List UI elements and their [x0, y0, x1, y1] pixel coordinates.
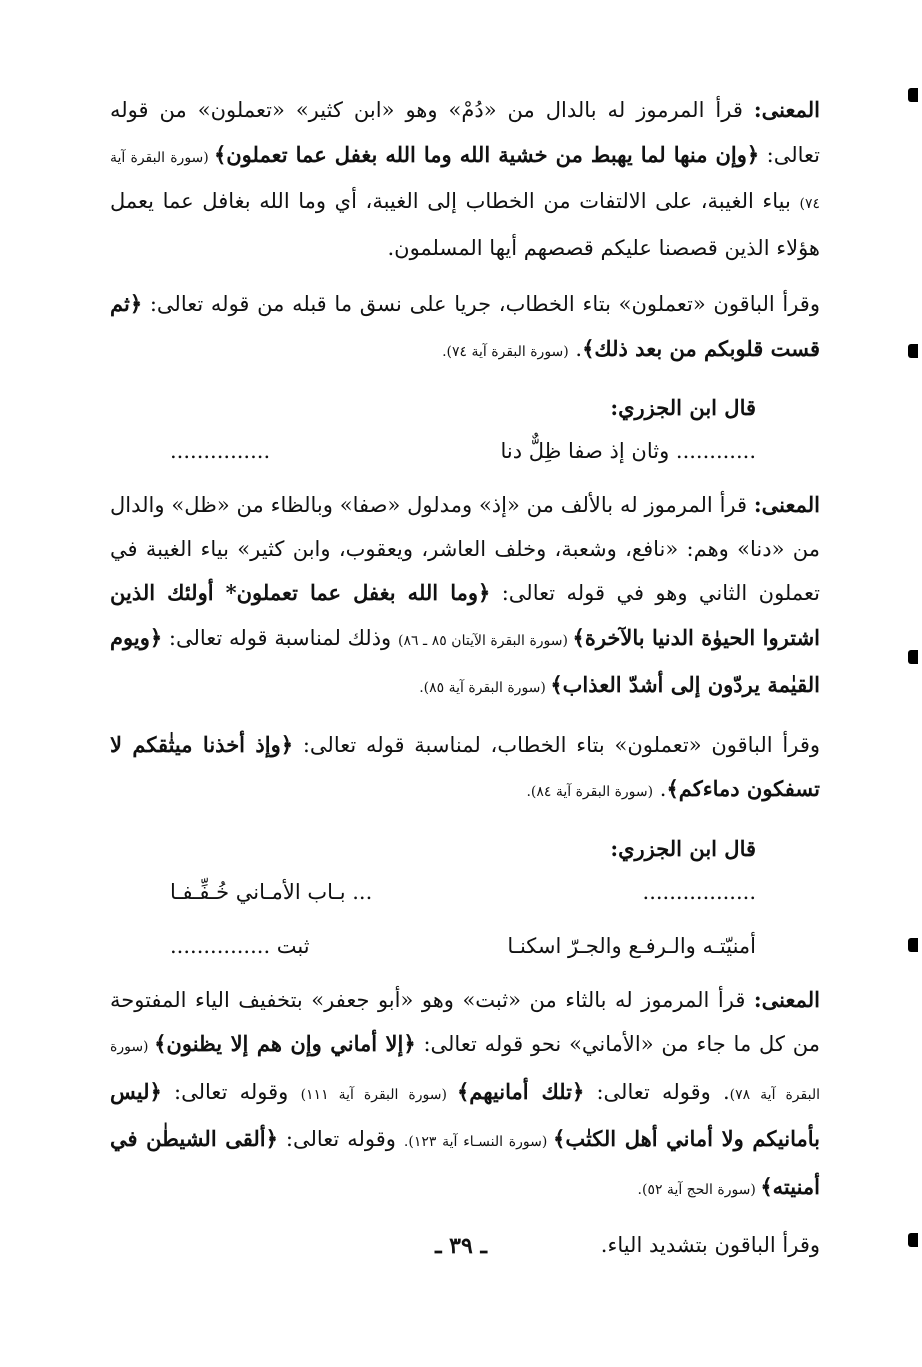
verse-right-hemistich: .................	[642, 879, 756, 904]
page-number: ـ ٣٩ ـ	[435, 1233, 487, 1259]
surah-reference: (سورة الحج آية ٥٢).	[637, 1181, 761, 1198]
quran-quote: ﴿وإن منها لما يهبط من خشية الله وما الله بغفل عما تعملون﴾	[213, 141, 760, 167]
verse-right-hemistich: ............ وثان إذ صفا ظِلٌّ دنا	[500, 439, 756, 463]
paragraph-4	[110, 723, 820, 815]
meaning-label: المعنى:	[753, 986, 820, 1012]
quran-quote: ﴿ألقى الشيطٰن في أمنيته﴾	[110, 1126, 820, 1199]
edge-mark	[908, 650, 918, 664]
surah-reference: (سورة البقرة آية ٨٤).	[526, 784, 654, 800]
text: قرأ المرموز له بالدال من «دُمْ» وهو «ابن كثير» «تعملون» من قوله تعالى:	[110, 98, 820, 167]
surah-reference: (سورة البقرة آية ٧٤)	[110, 149, 820, 212]
verse-right-hemistich: أمنيّتـه والـرفـع والجـرّ اسكنـا	[507, 933, 756, 958]
edge-mark	[908, 1233, 918, 1247]
paragraph-1	[110, 88, 820, 270]
text: وقوله تعالى:	[277, 1127, 404, 1151]
page-body	[110, 88, 820, 1280]
surah-reference: (سورة البقرة آية ٨٥).	[419, 680, 551, 696]
paragraph-6: وقرأ الباقون بتشديد الياء.	[600, 1233, 820, 1257]
text: وقرأ الباقون «تعملون» بتاء الخطاب، لمناسبة قوله تعالى:	[293, 732, 820, 757]
quran-quote: ﴿وإذ أخذنا ميثٰقكم لا تسفكون دماءكم﴾	[110, 731, 820, 801]
edge-mark	[908, 344, 918, 358]
section-heading: قال ابن الجزري:	[610, 835, 756, 861]
quran-quote: ﴿ليس بأمانيكم ولا أماني أهل الكتٰب﴾	[110, 1078, 820, 1151]
text: وقوله تعالى:	[161, 1079, 301, 1104]
meaning-label: المعنى:	[753, 492, 820, 517]
text: وقرأ الباقون «تعملون» بتاء الخطاب، جريا على نسق ما قبله من قوله تعالى:	[142, 292, 820, 316]
text: .	[653, 777, 667, 801]
verse-left-hemistich: ... بـاب الأمـاني خُـفِّـفـا	[170, 879, 373, 904]
edge-mark	[908, 88, 918, 102]
poem-verse	[110, 870, 820, 914]
poem-verse	[110, 429, 820, 473]
text: .	[568, 336, 583, 361]
paragraph-3	[110, 483, 820, 711]
quran-quote: ﴿وما الله بغفل عما تعملون* أولئك الذين اشتروا الحيوٰة الدنيا بالآخرة﴾	[110, 580, 820, 650]
verse-left-hemistich: ثبت ...............	[170, 933, 310, 958]
verse-left-hemistich: ...............	[170, 439, 271, 463]
quran-quote: ﴿ثم قست قلوبكم من بعد ذلك﴾	[110, 291, 820, 361]
paragraph-2	[110, 282, 820, 374]
section-heading: قال ابن الجزري:	[610, 395, 756, 420]
text: قرأ المرموز له بالثاء من «ثبت» وهو «أبو جعفر» بتخفيف الياء المفتوحة من كل ما جاء من «الأماني» نحو قوله تعالى:	[110, 987, 820, 1056]
surah-reference: (سورة البقرة آية ١١١)	[300, 1086, 457, 1103]
paragraph-5	[110, 978, 820, 1213]
surah-reference: (سورة البقرة آية ٧٨)	[110, 1039, 820, 1103]
quran-quote: ﴿تلك أمانيهم﴾	[456, 1078, 585, 1104]
surah-reference: (سورة النسـاء آية ١٢٣).	[403, 1134, 554, 1150]
text: قرأ المرموز له بالألف من «إذ» ومدلول «صفا» وبالظاء من «ظل» والدال من «دنا» وهم: «نافع، وشعبة، وخلف العاشر، ويعقوب، وابن كثير» بياء الغيبة في تعملون الثاني وهو في قوله تعالى:	[110, 493, 820, 605]
poem-verse	[110, 924, 820, 968]
surah-reference: (سورة البقرة آية ٧٤).	[442, 343, 569, 360]
meaning-label: المعنى:	[753, 97, 820, 122]
text: بياء الغيبة، على الالتفات من الخطاب إلى الغيبة، أي وما الله بغافل عما يعمل هؤلاء الذين قصصنا عليكم قصصهم أيها المسلمون.	[110, 189, 820, 260]
quran-quote: ﴿إلا أماني وإن هم إلا يظنون﴾	[154, 1031, 416, 1056]
edge-mark	[908, 938, 918, 952]
text: وذلك لمناسبة قوله تعالى:	[162, 625, 398, 650]
quran-quote: ﴿ويوم القيٰمة يردّون إلى أشدّ العذاب﴾	[110, 624, 820, 697]
text: . وقوله تعالى:	[584, 1079, 730, 1104]
surah-reference: (سورة البقرة الآيتان ٨٥ ـ ٨٦)	[397, 632, 573, 649]
